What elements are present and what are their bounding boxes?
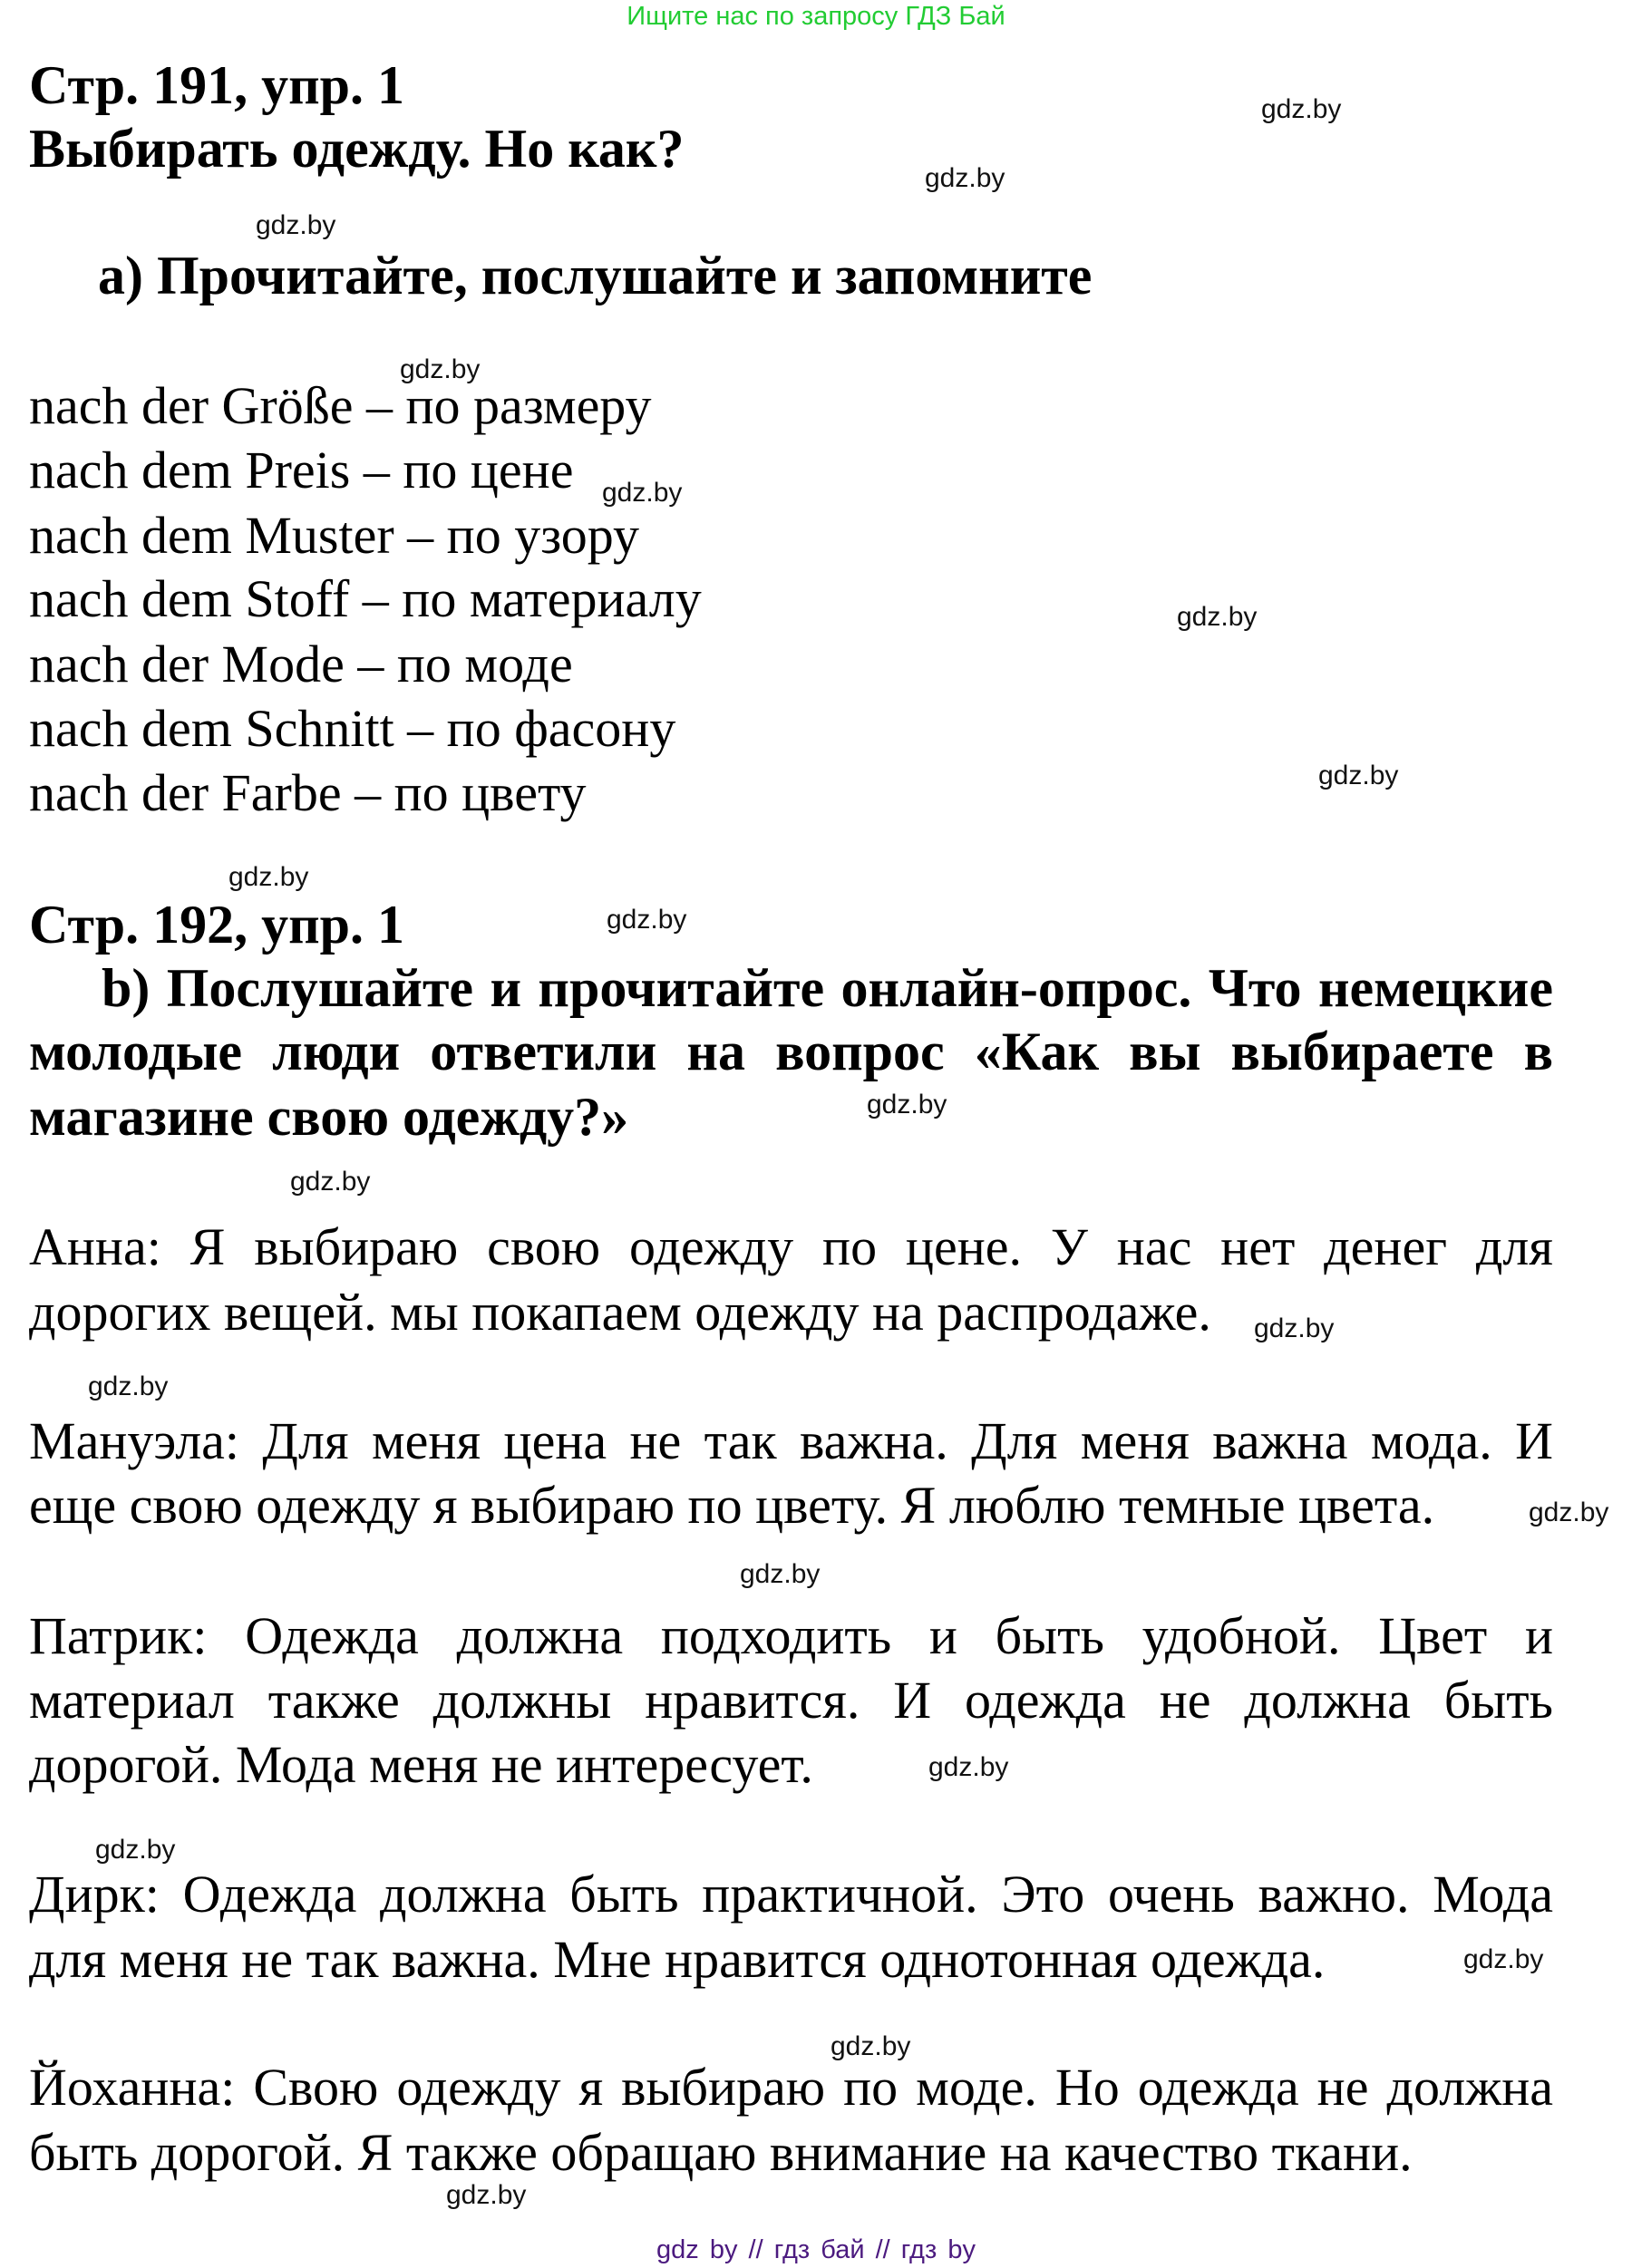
- answer-line: быть дорогой. Я также обращаю внимание на качество ткани.: [29, 2123, 1413, 2182]
- vocab-item: nach dem Muster – по узору: [29, 506, 640, 565]
- task-b-line: магазине свою одежду?»: [29, 1087, 629, 1147]
- watermark: gdz.by: [1529, 1497, 1609, 1527]
- vocab-item: nach dem Schnitt – по фасону: [29, 699, 676, 758]
- vocab-item: nach dem Preis – по цене: [29, 441, 574, 499]
- watermark: gdz.by: [446, 2180, 527, 2210]
- watermark: gdz.by: [928, 1752, 1009, 1782]
- task-b-line: молодые люди ответили на вопрос «Как вы выбираете в: [29, 1022, 1553, 1081]
- page-reference-191: Стр. 191, упр. 1: [29, 55, 405, 115]
- answer-line: дорогих вещей. мы покапаем одежду на распродаже.: [29, 1283, 1211, 1342]
- watermark: gdz.by: [1177, 602, 1258, 632]
- watermark: gdz.by: [607, 905, 687, 935]
- vocab-item: nach der Mode – по моде: [29, 635, 573, 693]
- answer-line: еще свою одежду я выбираю по цвету. Я люблю темные цвета.: [29, 1476, 1435, 1535]
- watermark: gdz.by: [740, 1559, 821, 1589]
- watermark: gdz.by: [88, 1371, 169, 1401]
- watermark: gdz.by: [256, 210, 336, 240]
- watermark: gdz.by: [228, 862, 309, 892]
- answer-line: Йоханна: Свою одежду я выбираю по моде. Но одежда не должна: [29, 2058, 1553, 2117]
- footer-links[interactable]: gdz by // гдз бай // гдз by: [656, 2235, 976, 2264]
- watermark: gdz.by: [1254, 1313, 1335, 1343]
- answer-line: Анна: Я выбираю свою одежду по цене. У нас нет денег для: [29, 1217, 1553, 1276]
- answer-line: для меня не так важна. Мне нравится однотонная одежда.: [29, 1930, 1326, 1989]
- watermark: gdz.by: [1463, 1944, 1544, 1974]
- task-b-line: b) Послушайте и прочитайте онлайн-опрос. Что немецкие: [102, 958, 1553, 1018]
- watermark: gdz.by: [602, 478, 683, 508]
- watermark: gdz.by: [831, 2031, 911, 2061]
- search-banner-link[interactable]: Ищите нас по запросу ГДЗ Бай: [627, 2, 1005, 31]
- vocab-item: nach der Größe – по размеру: [29, 376, 652, 435]
- section-title: Выбирать одежду. Но как?: [29, 119, 685, 179]
- answer-line: Мануэла: Для меня цена не так важна. Для меня важна мода. И: [29, 1411, 1553, 1470]
- watermark: gdz.by: [95, 1835, 176, 1865]
- answer-line: материал также должны нравится. И одежда не должна быть: [29, 1671, 1553, 1730]
- watermark: gdz.by: [925, 163, 1005, 193]
- watermark: gdz.by: [400, 354, 481, 384]
- vocab-item: nach der Farbe – по цвету: [29, 763, 587, 822]
- page-reference-192: Стр. 192, упр. 1: [29, 895, 405, 955]
- watermark: gdz.by: [1318, 761, 1399, 790]
- watermark: gdz.by: [1261, 94, 1342, 124]
- watermark: gdz.by: [867, 1090, 947, 1119]
- answer-line: дорогой. Мода меня не интересует.: [29, 1735, 813, 1794]
- answer-line: Патрик: Одежда должна подходить и быть удобной. Цвет и: [29, 1606, 1553, 1665]
- answer-line: Дирк: Одежда должна быть практичной. Это очень важно. Мода: [29, 1865, 1553, 1924]
- watermark: gdz.by: [290, 1167, 371, 1197]
- task-a-heading: a) Прочитайте, послушайте и запомните: [98, 246, 1093, 305]
- vocab-item: nach dem Stoff – по материалу: [29, 569, 702, 628]
